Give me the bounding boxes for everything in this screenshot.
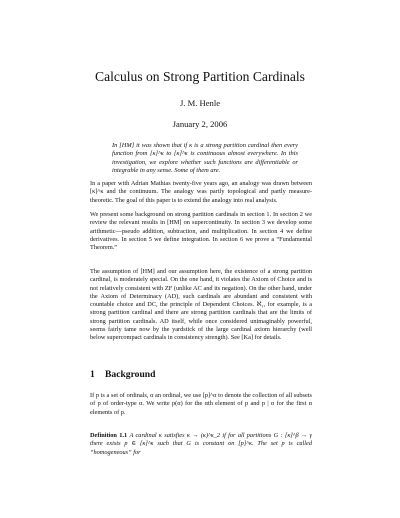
intro-paragraph-1: In a paper with Adrian Mathias twenty-five years ago, an analogy was drawn between [κ]^κ and the continuum. The analogy was partly topological and partly measure-theoretic. The goal of this paper is to extend the analogy into real analysis. — [90, 180, 312, 204]
definition-1-1 — [90, 432, 312, 457]
section-heading — [90, 369, 312, 381]
section-number: 1 — [90, 369, 95, 380]
paper-date: January 2, 2006 — [172, 119, 228, 129]
intro-paragraph-3: The assumption of [HM] and our assumption here, the existence of a strong partition cardinal, is moderately special. On the one hand, it violates the Axiom of Choice and is not relatively consistent with ZF (unlike AC and its negation). On the other hand, under the Axiom of Determinacy (AD), such cardinals are abundant and consistent with countable choice and DC, the principle of Dependent Choices. ℵ₁, for example, is a strong partition cardinal and there are strong partition cardinals that are the limits of strong partition cardinals. AD itself, while once considered unimaginably powerful, seems fairly tame now by the yardstick of the large cardinal axiom hierarchy (well below supercompact cardinals in consistency strength). See [Ka] for details. — [90, 268, 312, 342]
abstract: In [HM] it was shown that if κ is a strong partition cardinal then every function from [κ]^κ to [κ]^κ is continuous almost everywhere. In this investigation, we explore whether such functions are differentiable or integrable in any sense. Some of them are. — [112, 142, 298, 174]
definition-text: A cardinal κ satisfies κ → (κ)^κ_2 if for all partitions G : [κ]^β → γ there exists p ∈ [κ]^κ such that G is constant on [p]^κ. The set p is called “homogeneous” for — [90, 432, 312, 456]
section-title: Background — [105, 369, 156, 380]
paper-title: Calculus on Strong Partition Cardinals — [95, 69, 305, 84]
intro-paragraph-2: We present some background on strong partition cardinals in section 1. In section 2 we review the relevant results in [HM] on supercontinuity. In section 3 we develop some arithmetic—pseudo addition, subtraction, and multiplication. In section 4 we define derivatives. In section 5 we define integration. In section 6 we prove a “Fundamental Theorem.” — [90, 211, 312, 252]
background-paragraph: If p is a set of ordinals, α an ordinal, we use [p]^α to denote the collection of all subsets of p of order-type α. We write p(α) for the αth element of p and p | α for the first α elements of p. — [90, 392, 312, 416]
paper-author: J. M. Henle — [179, 98, 221, 108]
definition-label: Definition 1.1 — [90, 432, 128, 439]
